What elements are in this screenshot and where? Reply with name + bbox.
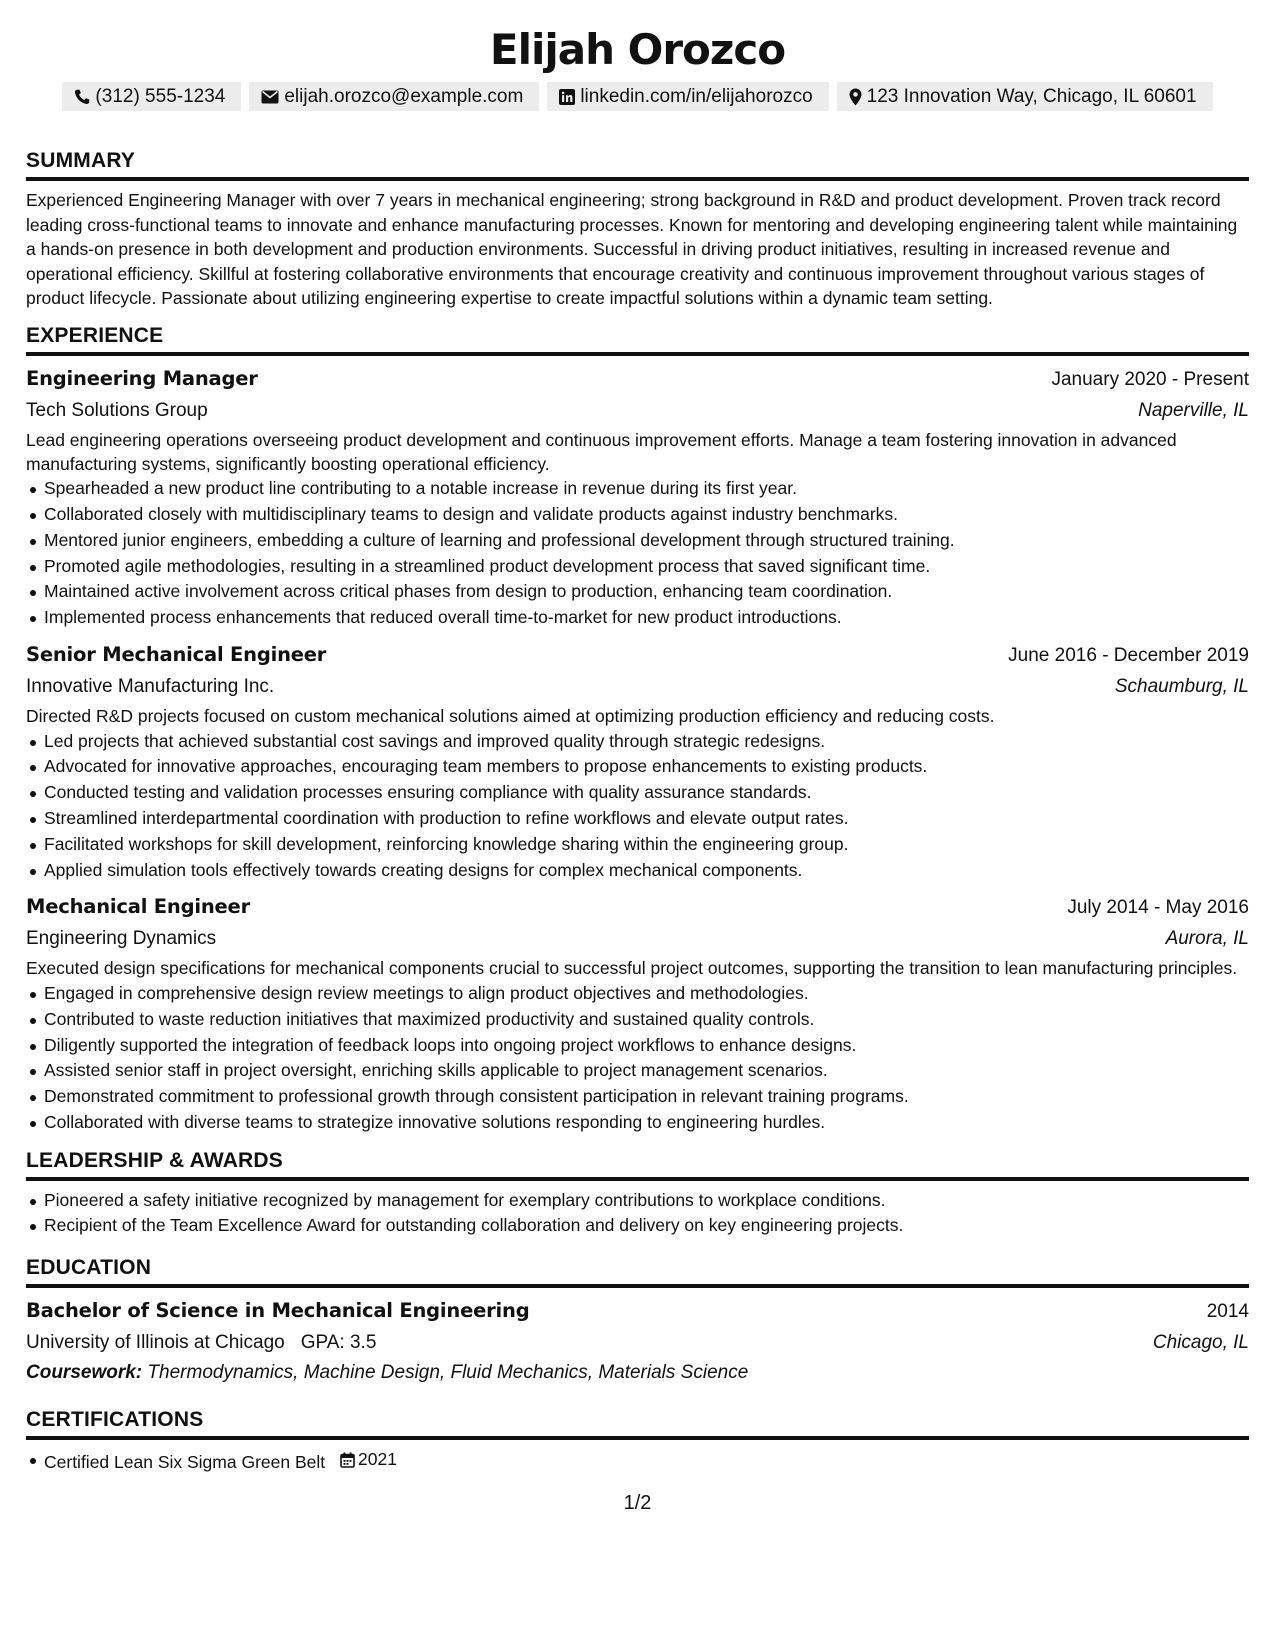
- experience-section: [26, 323, 1249, 1136]
- list-item: Spearheaded a new product line contributing to a notable increase in revenue during its first year.: [26, 476, 1249, 502]
- phone-text: (312) 555-1234: [95, 85, 226, 107]
- linkedin-text: linkedin.com/in/elijahorozco: [580, 85, 813, 107]
- job-dates: June 2016 - December 2019: [1008, 644, 1249, 666]
- job-company: Innovative Manufacturing Inc.: [26, 675, 275, 697]
- email-text: elijah.orozco@example.com: [284, 85, 524, 107]
- job-company: Engineering Dynamics: [26, 928, 217, 950]
- list-item: Collaborated closely with multidisciplinary teams to design and validate products against industry benchmarks.: [26, 502, 1249, 528]
- job-company: Tech Solutions Group: [26, 399, 208, 421]
- list-item: Diligently supported the integration of feedback loops into ongoing project workflows to enhance designs.: [26, 1033, 1249, 1059]
- school-location: Chicago, IL: [1152, 1332, 1249, 1354]
- list-item: Recipient of the Team Excellence Award for outstanding collaboration and delivery on key engineering projects.: [26, 1213, 1249, 1239]
- degree-title: Bachelor of Science in Mechanical Engineering: [26, 1299, 530, 1323]
- list-item: Promoted agile methodologies, resulting in a streamlined product development process that saved significant time.: [26, 554, 1249, 580]
- section-heading-certifications: CERTIFICATIONS: [26, 1407, 1249, 1440]
- leadership-bullets: [26, 1188, 1249, 1240]
- summary-section: [26, 148, 1249, 311]
- map-pin-icon: [849, 88, 862, 106]
- section-heading-education: EDUCATION: [26, 1255, 1249, 1288]
- coursework-label: Coursework:: [26, 1362, 143, 1384]
- contact-bar: [26, 82, 1249, 111]
- job-location: Aurora, IL: [1165, 928, 1249, 950]
- leadership-section: [26, 1148, 1249, 1240]
- list-item: Assisted senior staff in project oversight, enriching skills applicable to project management scenarios.: [26, 1058, 1249, 1084]
- linkedin-chip[interactable]: [547, 82, 828, 111]
- job-title: Engineering Manager: [26, 366, 258, 390]
- list-item: Applied simulation tools effectively towards creating designs for complex mechanical components.: [26, 858, 1249, 884]
- job-title: Mechanical Engineer: [26, 895, 250, 919]
- page-number: 1/2: [623, 1492, 652, 1514]
- gpa: GPA: 3.5: [300, 1332, 377, 1354]
- list-item: Maintained active involvement across critical phases from design to production, enhancing team coordination.: [26, 579, 1249, 605]
- job-entry: [26, 891, 1249, 1135]
- job-dates: January 2020 - Present: [1051, 368, 1249, 390]
- email-chip[interactable]: [249, 82, 539, 111]
- phone-chip[interactable]: [62, 82, 241, 111]
- list-item: Engaged in comprehensive design review meetings to align product objectives and methodologies.: [26, 981, 1249, 1007]
- list-item: Mentored junior engineers, embedding a culture of learning and professional development through structured training.: [26, 528, 1249, 554]
- list-item: Demonstrated commitment to professional growth through consistent participation in relevant training programs.: [26, 1084, 1249, 1110]
- list-item: Contributed to waste reduction initiatives that maximized productivity and sustained quality controls.: [26, 1007, 1249, 1033]
- list-item: Pioneered a safety initiative recognized by management for exemplary contributions to workplace conditions.: [26, 1188, 1249, 1214]
- phone-icon: [74, 89, 90, 105]
- job-entry: [26, 639, 1249, 883]
- list-item: Led projects that achieved substantial cost savings and improved quality through strategic redesigns.: [26, 729, 1249, 755]
- address-chip[interactable]: [837, 82, 1213, 111]
- job-entry: [26, 363, 1249, 631]
- certifications-section: [26, 1407, 1249, 1476]
- list-item: Conducted testing and validation processes ensuring compliance with quality assurance standards.: [26, 780, 1249, 806]
- certification-list: [26, 1447, 1249, 1476]
- list-item: Facilitated workshops for skill development, reinforcing knowledge sharing within the engineering group.: [26, 832, 1249, 858]
- summary-text: Experienced Engineering Manager with over 7 years in mechanical engineering; strong background in R&D and product development. Proven track record leading cross-functional teams to innovate and enhance manufacturing processes. Known for mentoring and developing engineering talent while maintaining a hands-on presence in both development and production environments. Successful in driving product initiatives, resulting in increased revenue and operational efficiency. Skillful at fostering collaborative environments that encourage creativity and continuous improvement throughout various stages of product lifecycle. Passionate about utilizing engineering expertise to create impactful solutions within a dynamic team setting.: [26, 190, 1238, 309]
- linkedin-icon: [559, 89, 575, 105]
- section-heading-leadership: LEADERSHIP & AWARDS: [26, 1148, 1249, 1181]
- job-bullets: [26, 476, 1249, 631]
- job-description: Directed R&D projects focused on custom mechanical solutions aimed at optimizing production efficiency and reducing costs.: [26, 705, 995, 726]
- envelope-icon: [261, 90, 279, 104]
- list-item: Collaborated with diverse teams to strategize innovative solutions responding to engineering hurdles.: [26, 1110, 1249, 1136]
- graduation-year: 2014: [1206, 1301, 1249, 1323]
- job-description: Lead engineering operations overseeing product development and continuous improvement efforts. Manage a team fostering innovation in advanced manufacturing systems, significantly boosting operational efficiency.: [26, 429, 1177, 474]
- job-title: Senior Mechanical Engineer: [26, 642, 327, 666]
- address-text: 123 Innovation Way, Chicago, IL 60601: [866, 85, 1197, 107]
- job-dates: July 2014 - May 2016: [1067, 897, 1249, 919]
- certification-name: Certified Lean Six Sigma Green Belt: [44, 1452, 326, 1473]
- job-location: Schaumburg, IL: [1114, 675, 1249, 697]
- education-section: [26, 1255, 1249, 1387]
- resume-page: [26, 0, 1249, 1476]
- coursework-list: Thermodynamics, Machine Design, Fluid Mechanics, Materials Science: [147, 1362, 749, 1384]
- job-bullets: [26, 981, 1249, 1136]
- list-item: Advocated for innovative approaches, encouraging team members to propose enhancements to existing products.: [26, 754, 1249, 780]
- certification-date: [340, 1447, 397, 1473]
- job-bullets: [26, 729, 1249, 884]
- list-item: Implemented process enhancements that reduced overall time-to-market for new product introductions.: [26, 605, 1249, 631]
- section-heading-experience: EXPERIENCE: [26, 323, 1249, 356]
- job-description: Executed design specifications for mechanical components crucial to successful project outcomes, supporting the transition to lean manufacturing principles.: [26, 958, 1238, 979]
- candidate-name: Elijah Orozco: [489, 25, 786, 74]
- list-item: Streamlined interdepartmental coordination with production to refine workflows and elevate output rates.: [26, 806, 1249, 832]
- section-heading-summary: SUMMARY: [26, 148, 1249, 181]
- school-name: University of Illinois at Chicago: [26, 1332, 285, 1354]
- list-item: [26, 1447, 1249, 1476]
- coursework-line: [26, 1358, 1249, 1387]
- calendar-icon: [340, 1452, 355, 1468]
- school-line: [26, 1327, 376, 1358]
- job-location: Naperville, IL: [1138, 399, 1249, 421]
- certification-year: 2021: [358, 1449, 397, 1470]
